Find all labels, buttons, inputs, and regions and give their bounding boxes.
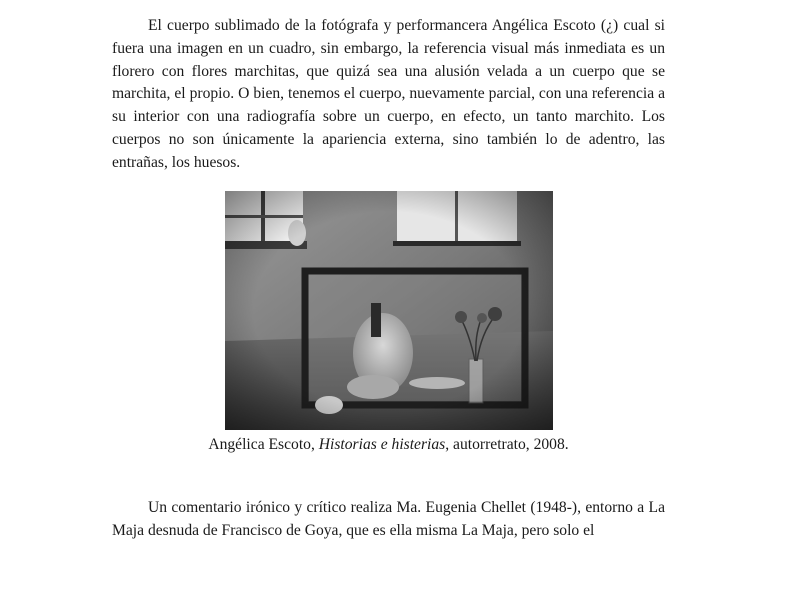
body-paragraph: Un comentario irónico y crítico realiza Ma. Eugenia Chellet (1948-), entorno a La Maja desnuda de Francisco de Goya, que es ella misma La Maja, pero solo el: [112, 499, 665, 539]
body-paragraph: El cuerpo sublimado de la fotógrafa y performancera Angélica Escoto (¿) cual si fuera una imagen en un cuadro, sin embargo, la referencia visual más inmediata es un florero con flores marchitas, que quizá sea una alusión velada a un cuerpo que se marchita, el propio. O bien, tenemos el cuerpo, nuevamente parcial, con una referencia a su interior con una radiografía sobre un cuerpo, en efecto, un tanto marchito. Los cuerpos no son únicamente la apariencia externa, sino también lo de adentro, las entrañas, los huesos.: [112, 17, 665, 171]
caption-title: Historias e histerias: [318, 436, 446, 453]
caption-details: , autorretrato, 2008.: [445, 436, 569, 453]
photograph-image: [225, 191, 553, 430]
figure-photograph: [225, 191, 553, 430]
figure-caption: [112, 434, 665, 456]
caption-author: Angélica Escoto,: [208, 436, 319, 453]
